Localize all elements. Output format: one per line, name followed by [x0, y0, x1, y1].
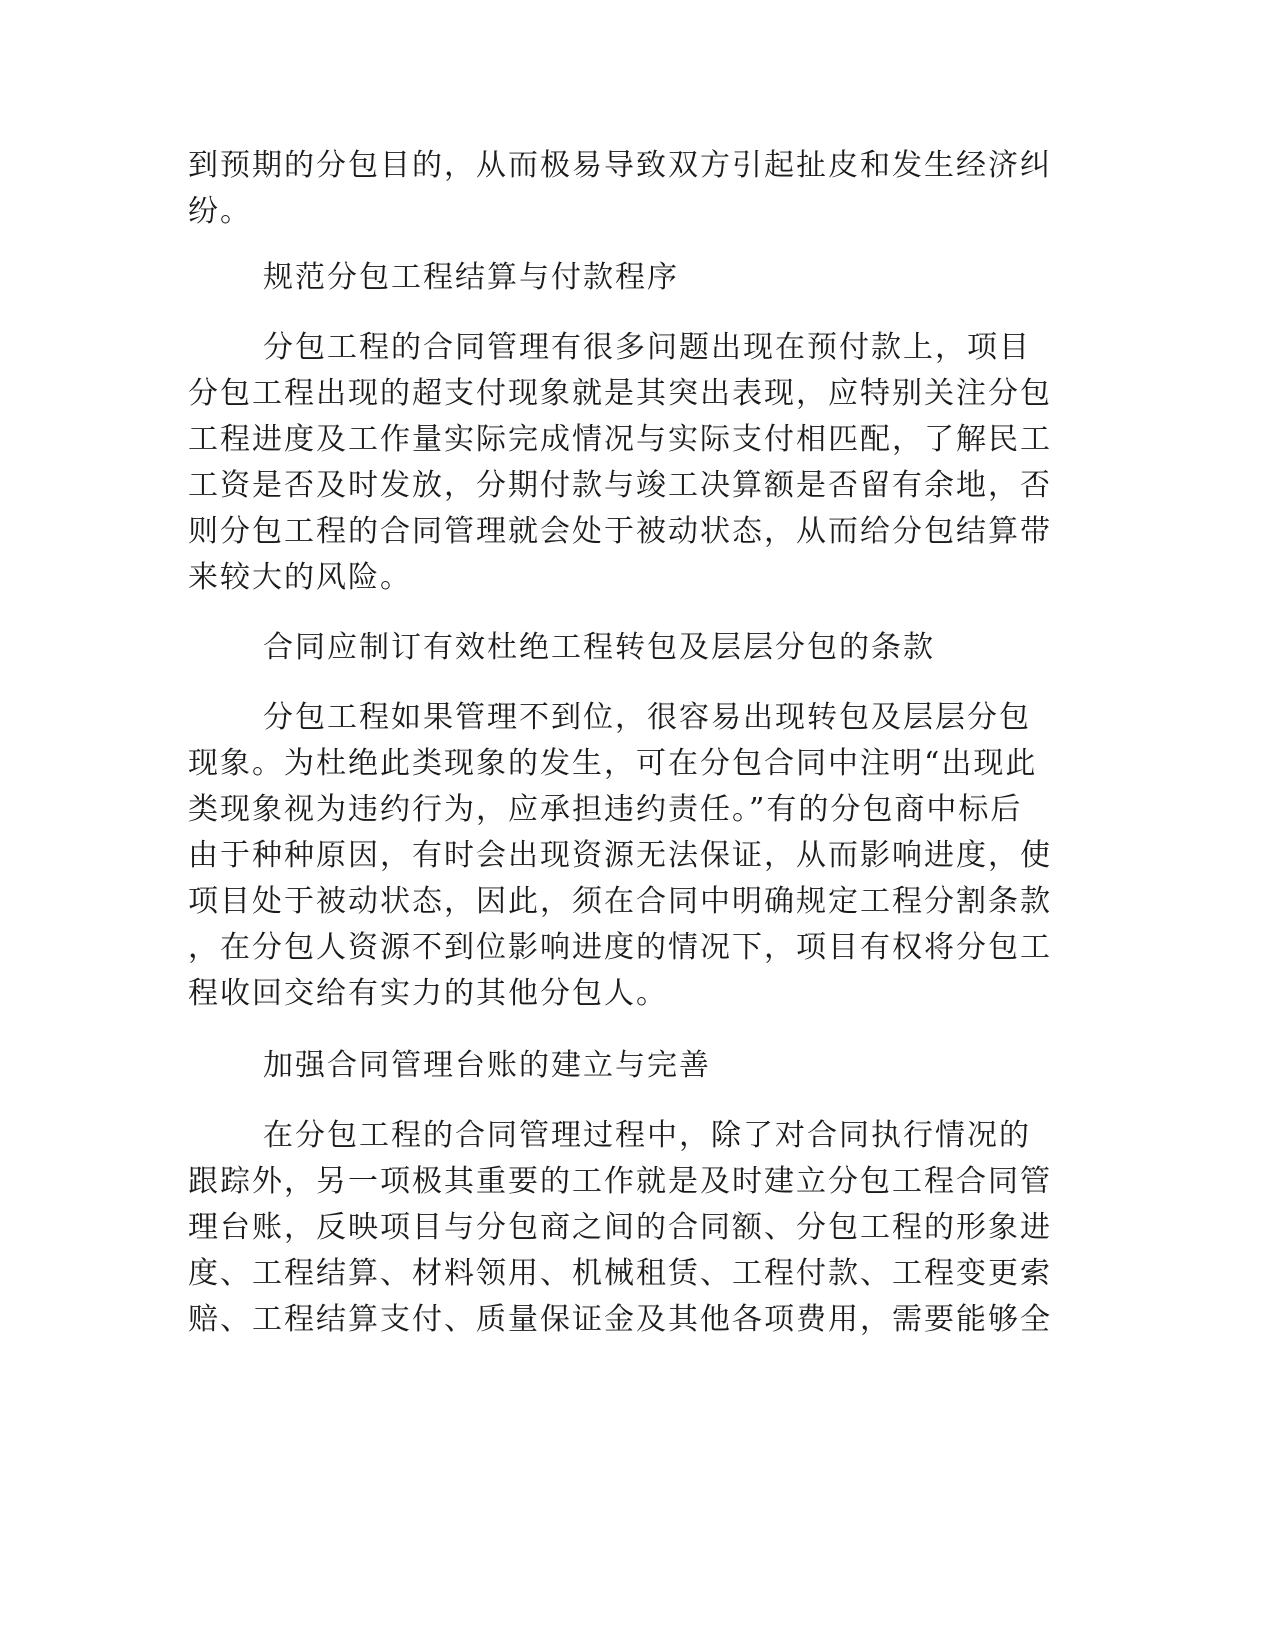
text-line: 工资是否及时发放，分期付款与竣工决算额是否留有余地，否 — [188, 468, 1052, 503]
paragraph-continuation — [188, 143, 1078, 235]
text-line: 分包工程如果管理不到位，很容易出现转包及层层分包 — [263, 700, 1031, 735]
section-heading-ledger — [188, 1043, 1078, 1089]
text-line: 工程进度及工作量实际完成情况与实际支付相匹配，了解民工 — [188, 422, 1052, 457]
heading-text: 规范分包工程结算与付款程序 — [263, 260, 679, 295]
text-line: 程收回交给有实力的其他分包人。 — [188, 976, 668, 1011]
text-line: 类现象视为违约行为，应承担违约责任。”有的分包商中标后 — [188, 792, 1023, 827]
paragraph-ledger — [188, 1113, 1078, 1343]
section-heading-settlement — [188, 255, 1078, 301]
text-line: 赔、工程结算支付、质量保证金及其他各项费用，需要能够全 — [188, 1302, 1052, 1337]
text-line: 分包工程出现的超支付现象就是其突出表现，应特别关注分包 — [188, 376, 1052, 411]
heading-text: 合同应制订有效杜绝工程转包及层层分包的条款 — [263, 630, 935, 665]
section-heading-subcontract-clause — [188, 625, 1078, 671]
text-line: 项目处于被动状态，因此，须在合同中明确规定工程分割条款 — [188, 884, 1052, 919]
heading-text: 加强合同管理台账的建立与完善 — [263, 1048, 711, 1083]
paragraph-settlement — [188, 325, 1078, 601]
text-line: 则分包工程的合同管理就会处于被动状态，从而给分包结算带 — [188, 514, 1052, 549]
paragraph-subcontract-clause — [188, 695, 1078, 1017]
text-line: 理台账，反映项目与分包商之间的合同额、分包工程的形象进 — [188, 1210, 1052, 1245]
text-line: 度、工程结算、材料领用、机械租赁、工程付款、工程变更索 — [188, 1256, 1052, 1291]
text-line: 来较大的风险。 — [188, 560, 412, 595]
text-line: 由于种种原因，有时会出现资源无法保证，从而影响进度，使 — [188, 838, 1052, 873]
text-line: 纷。 — [188, 194, 252, 229]
text-line: 分包工程的合同管理有很多问题出现在预付款上，项目 — [263, 330, 1031, 365]
text-line: 跟踪外，另一项极其重要的工作就是及时建立分包工程合同管 — [188, 1164, 1052, 1199]
text-line: ，在分包人资源不到位影响进度的情况下，项目有权将分包工 — [188, 930, 1052, 965]
text-line: 在分包工程的合同管理过程中，除了对合同执行情况的 — [263, 1118, 1031, 1153]
text-line: 到预期的分包目的，从而极易导致双方引起扯皮和发生经济纠 — [188, 148, 1052, 183]
text-line: 现象。为杜绝此类现象的发生，可在分包合同中注明“出现此 — [188, 746, 1038, 781]
